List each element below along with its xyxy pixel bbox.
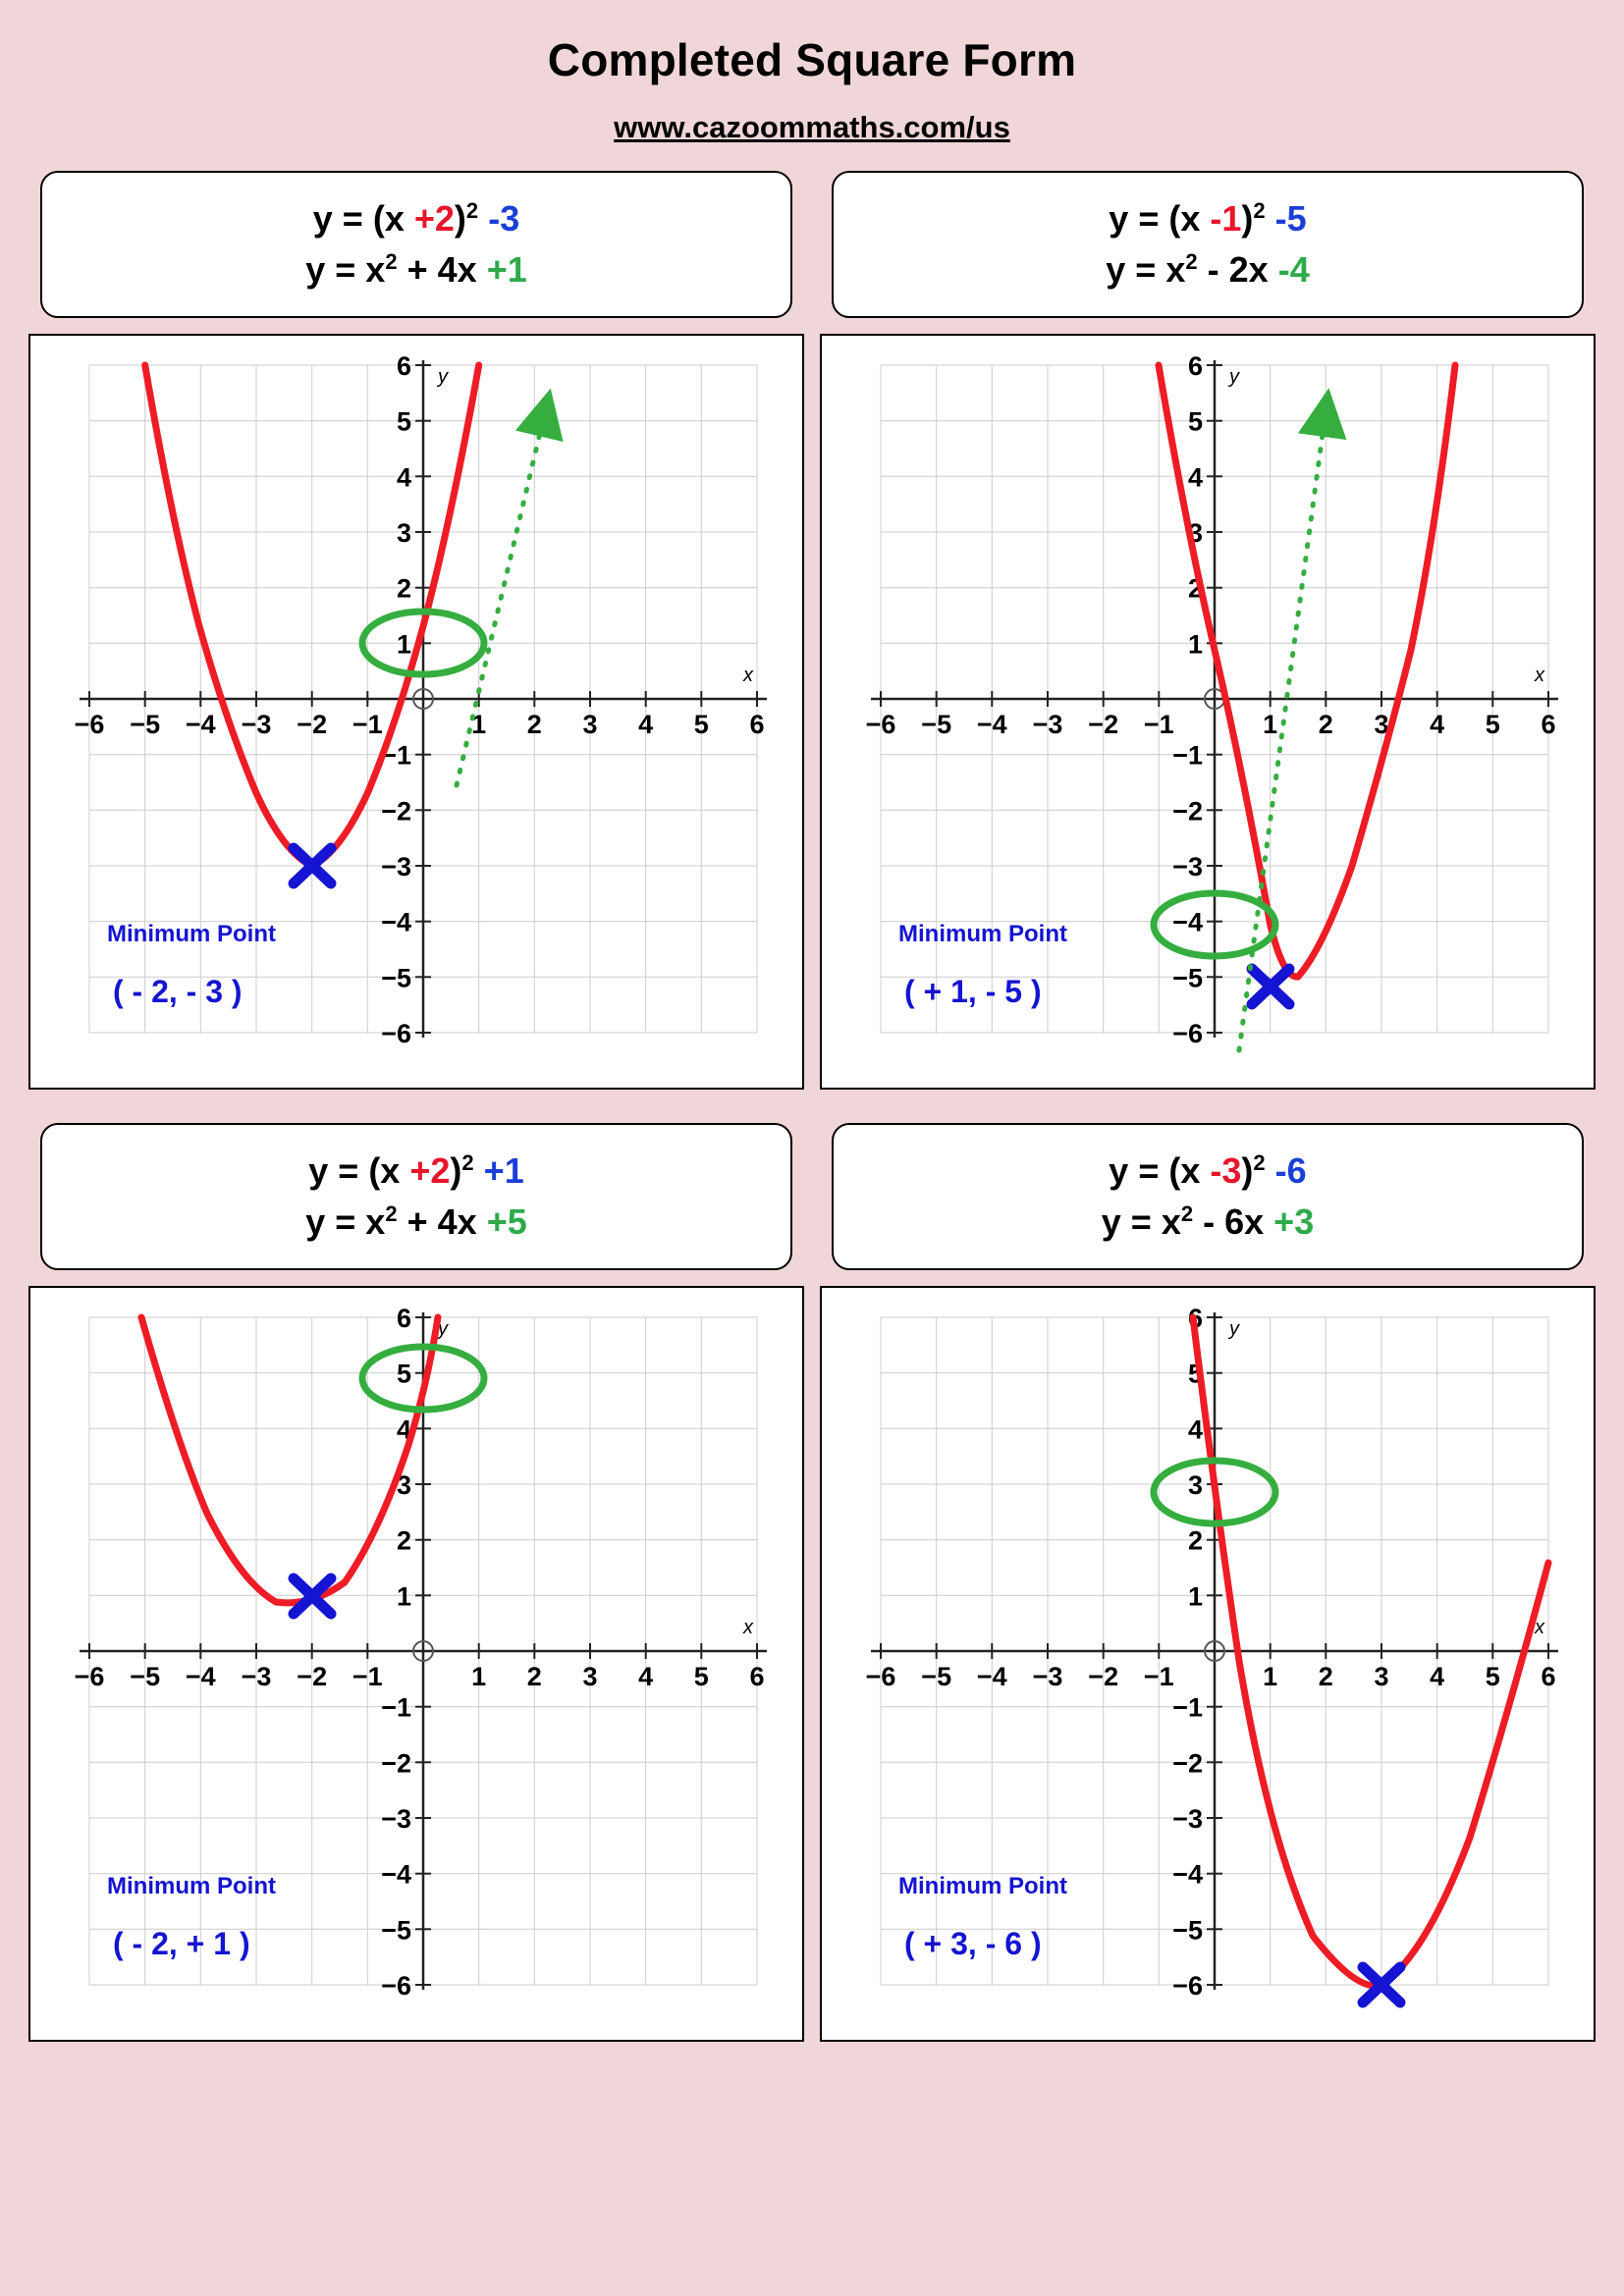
svg-text:−3: −3: [381, 852, 411, 881]
equation-box-3: [40, 1123, 792, 1270]
svg-text:5: 5: [1485, 1662, 1500, 1691]
eq2-shift-value: 1: [1221, 197, 1242, 239]
svg-text:−6: −6: [74, 1662, 105, 1691]
svg-text:1: 1: [396, 629, 411, 660]
svg-text:2: 2: [526, 710, 542, 739]
svg-text:1: 1: [1187, 1581, 1203, 1612]
svg-text:5: 5: [693, 1662, 709, 1691]
svg-text:−6: −6: [1172, 1019, 1203, 1048]
eq4e-power: 2: [1180, 1201, 1194, 1226]
parabola-curve-2: [1159, 365, 1455, 977]
equation-expanded-1: [305, 244, 527, 295]
svg-text:−3: −3: [1172, 852, 1203, 881]
eq2e-const-value: 4: [1289, 249, 1310, 290]
eq3-power: 2: [461, 1149, 474, 1175]
svg-text:−4: −4: [185, 1662, 216, 1691]
eq3-shift-value: 2: [430, 1149, 451, 1191]
minimum-point-coord-4: ( + 3, - 6 ): [904, 1926, 1042, 1961]
eq3-lhs: y = (x: [308, 1149, 401, 1191]
eq3-shift-sign: +: [409, 1149, 431, 1191]
svg-text:−1: −1: [352, 710, 383, 739]
eq2-lhs: y = (x: [1109, 197, 1201, 239]
svg-text:−2: −2: [297, 710, 328, 739]
svg-text:5: 5: [1187, 406, 1203, 437]
equation-expanded-2: [1106, 244, 1309, 295]
svg-text:6: 6: [749, 710, 765, 739]
eq2-shift-sign: -: [1210, 197, 1222, 239]
minimum-point-coord-1: ( - 2, - 3 ): [113, 974, 243, 1009]
svg-text:6: 6: [1541, 710, 1556, 739]
x-tick-labels-4: [866, 1662, 1556, 1691]
eq2-const-value: 5: [1286, 197, 1307, 239]
eq3e-lhs: y = x: [305, 1201, 386, 1242]
svg-text:5: 5: [396, 406, 411, 437]
svg-text:4: 4: [396, 462, 411, 493]
svg-text:−5: −5: [381, 1915, 411, 1946]
svg-text:−5: −5: [921, 1662, 952, 1691]
svg-text:1: 1: [471, 1662, 487, 1691]
svg-text:−5: −5: [381, 963, 411, 993]
eq1-shift-value: 2: [434, 197, 455, 239]
eq1e-const-sign: +: [486, 249, 508, 290]
eq3-const-value: 1: [504, 1149, 524, 1191]
svg-text:−1: −1: [1143, 710, 1174, 739]
svg-text:6: 6: [1187, 351, 1203, 381]
minimum-point-label-4: Minimum Point: [898, 1873, 1067, 1899]
eq4-power: 2: [1253, 1149, 1266, 1175]
svg-text:−2: −2: [297, 1662, 328, 1691]
svg-text:6: 6: [396, 1304, 411, 1333]
svg-text:−3: −3: [1172, 1804, 1203, 1834]
page-title: Completed Square Form: [547, 34, 1077, 85]
svg-text:−4: −4: [185, 710, 216, 739]
eq4-const-value: 6: [1286, 1149, 1307, 1191]
eq1e-lhs: y = x: [305, 249, 386, 290]
eq1e-const-value: 1: [507, 249, 527, 290]
eq4e-lhs: y = x: [1101, 1201, 1181, 1242]
equation-expanded-4: [1102, 1197, 1314, 1248]
graph-2: [820, 334, 1596, 1090]
x-tick-labels-3: [75, 1662, 765, 1691]
svg-text:−4: −4: [1172, 1859, 1203, 1890]
svg-text:−5: −5: [1172, 1915, 1203, 1946]
svg-text:3: 3: [1374, 710, 1389, 739]
graph-4: [820, 1286, 1596, 2042]
x-tick-labels-1: [75, 710, 765, 739]
svg-text:−6: −6: [381, 1971, 411, 2001]
parabola-curve-3: [141, 1317, 438, 1603]
svg-text:−5: −5: [1172, 963, 1203, 993]
svg-text:−1: −1: [352, 1662, 383, 1691]
svg-text:3: 3: [396, 518, 411, 548]
eq1e-middle: + 4x: [406, 249, 477, 290]
eq1e-power: 2: [385, 249, 398, 274]
svg-text:1: 1: [1263, 710, 1278, 739]
equation-completed-square-1: $y = (x +2)^2$ -3: [312, 197, 520, 239]
svg-text:3: 3: [396, 1470, 411, 1500]
svg-text:−1: −1: [1143, 1662, 1174, 1691]
svg-text:−6: −6: [865, 710, 896, 739]
svg-text:−4: −4: [381, 1859, 411, 1890]
equation-box-4: [832, 1123, 1584, 1270]
axis-label-x-1: x: [743, 665, 753, 686]
svg-text:6: 6: [1541, 1662, 1556, 1691]
svg-text:3: 3: [1374, 1662, 1389, 1691]
panel-2: [820, 171, 1596, 1090]
svg-text:6: 6: [749, 1662, 765, 1691]
svg-text:2: 2: [1318, 1662, 1333, 1691]
svg-text:4: 4: [1187, 1415, 1203, 1445]
svg-text:6: 6: [396, 351, 411, 381]
eq4e-const-value: 3: [1294, 1201, 1315, 1242]
svg-text:1: 1: [396, 1581, 411, 1612]
svg-text:−4: −4: [381, 907, 411, 937]
axis-label-x-2: x: [1535, 665, 1544, 686]
axis-label-x-3: x: [743, 1617, 753, 1638]
eq3e-const-sign: +: [486, 1201, 508, 1242]
svg-text:4: 4: [1187, 462, 1203, 493]
svg-text:2: 2: [1318, 710, 1333, 739]
website-link[interactable]: www.cazoommaths.com/us: [614, 110, 1010, 144]
eq1-const-sign: -: [488, 197, 501, 239]
svg-text:2: 2: [396, 1525, 411, 1556]
svg-text:−1: −1: [381, 740, 411, 771]
eq3e-power: 2: [385, 1201, 398, 1226]
svg-text:−4: −4: [976, 1662, 1007, 1691]
eq4e-middle: - 6x: [1203, 1201, 1265, 1242]
eq1-const-value: 3: [500, 197, 520, 239]
svg-text:−2: −2: [381, 1748, 411, 1779]
panel-4: [820, 1123, 1596, 2042]
svg-text:−2: −2: [381, 796, 411, 827]
svg-text:−1: −1: [1172, 740, 1203, 771]
svg-text:2: 2: [396, 573, 411, 604]
eq1-power: 2: [465, 197, 479, 223]
svg-text:1: 1: [1263, 1662, 1278, 1691]
eq2e-power: 2: [1185, 249, 1198, 274]
eq4-shift-sign: -: [1210, 1149, 1222, 1191]
eq4-const-sign: -: [1274, 1149, 1287, 1191]
svg-text:−2: −2: [1172, 1748, 1203, 1779]
svg-text:2: 2: [1187, 1525, 1203, 1556]
svg-text:−5: −5: [130, 710, 161, 739]
svg-text:−5: −5: [921, 710, 952, 739]
svg-text:3: 3: [1187, 518, 1203, 548]
minimum-point-label-1: Minimum Point: [107, 921, 276, 947]
eq1-lhs: y = (x: [312, 197, 405, 239]
axis-label-y-2: y: [1229, 366, 1239, 388]
eq3-const-sign: +: [483, 1149, 505, 1191]
eq2e-const-sign: -: [1277, 249, 1290, 290]
svg-text:1: 1: [471, 710, 487, 739]
svg-text:−4: −4: [1172, 907, 1203, 937]
minimum-point-label-2: Minimum Point: [898, 921, 1067, 947]
svg-text:5: 5: [693, 710, 709, 739]
equation-completed-square-4: y = (x -3)$^2$ -6: [1109, 1149, 1307, 1191]
svg-text:−1: −1: [381, 1692, 411, 1723]
graph-3: [28, 1286, 804, 2042]
svg-text:2: 2: [526, 1662, 542, 1691]
panel-1: [28, 171, 804, 1090]
svg-text:−5: −5: [130, 1662, 161, 1691]
svg-text:−1: −1: [1172, 1692, 1203, 1723]
equation-completed-square-3: $y = (x +2)^2 +1$: [308, 1149, 524, 1191]
equation-completed-square-2: y = (x -1)$^2$ -5: [1109, 197, 1307, 239]
axis-label-x-4: x: [1535, 1617, 1544, 1638]
svg-text:−2: −2: [1172, 796, 1203, 827]
svg-text:1: 1: [1187, 629, 1203, 660]
svg-text:−2: −2: [1088, 1662, 1119, 1691]
svg-text:6: 6: [1187, 1304, 1203, 1333]
minimum-point-label-3: Minimum Point: [107, 1873, 276, 1899]
svg-text:4: 4: [1430, 1662, 1445, 1691]
svg-text:3: 3: [582, 1662, 598, 1691]
axis-label-y-3: y: [438, 1318, 448, 1340]
svg-text:3: 3: [582, 710, 598, 739]
svg-text:4: 4: [638, 1662, 654, 1691]
svg-text:−3: −3: [1032, 710, 1063, 739]
eq2e-middle: - 2x: [1207, 249, 1269, 290]
svg-text:5: 5: [1485, 710, 1500, 739]
svg-text:3: 3: [1187, 1470, 1203, 1500]
svg-text:2: 2: [1187, 573, 1203, 604]
panels-grid: [39, 171, 1585, 2042]
eq4-shift-value: 3: [1221, 1149, 1242, 1191]
svg-text:−6: −6: [381, 1019, 411, 1048]
eq1-shift-sign: +: [413, 197, 435, 239]
minimum-point-coord-3: ( - 2, + 1 ): [113, 1926, 250, 1961]
svg-text:−2: −2: [1088, 710, 1119, 739]
eq3e-const-value: 5: [507, 1201, 527, 1242]
axis-label-y-4: y: [1229, 1318, 1239, 1340]
svg-text:−3: −3: [241, 1662, 272, 1691]
svg-text:4: 4: [638, 710, 654, 739]
svg-text:−3: −3: [241, 710, 272, 739]
svg-text:−3: −3: [381, 1804, 411, 1834]
svg-text:5: 5: [396, 1359, 411, 1389]
equation-expanded-3: [305, 1197, 527, 1248]
minimum-point-coord-2: ( + 1, - 5 ): [904, 974, 1042, 1009]
eq2-power: 2: [1253, 197, 1266, 223]
eq2e-lhs: y = x: [1106, 249, 1186, 290]
equation-box-2: [832, 171, 1584, 318]
graph-1: [28, 334, 804, 1090]
svg-text:−3: −3: [1032, 1662, 1063, 1691]
eq3e-middle: + 4x: [406, 1201, 477, 1242]
svg-text:−6: −6: [865, 1662, 896, 1691]
equation-box-1: [40, 171, 792, 318]
svg-text:−6: −6: [74, 710, 105, 739]
svg-text:4: 4: [396, 1415, 411, 1445]
axis-label-y-1: y: [438, 366, 448, 388]
eq4-lhs: y = (x: [1109, 1149, 1201, 1191]
svg-text:5: 5: [1187, 1359, 1203, 1389]
svg-text:4: 4: [1430, 710, 1445, 739]
eq4e-const-sign: +: [1273, 1201, 1295, 1242]
svg-text:−4: −4: [976, 710, 1007, 739]
panel-3: [28, 1123, 804, 2042]
svg-text:−6: −6: [1172, 1971, 1203, 2001]
x-tick-labels-2: [866, 710, 1556, 739]
eq2-const-sign: -: [1274, 197, 1287, 239]
